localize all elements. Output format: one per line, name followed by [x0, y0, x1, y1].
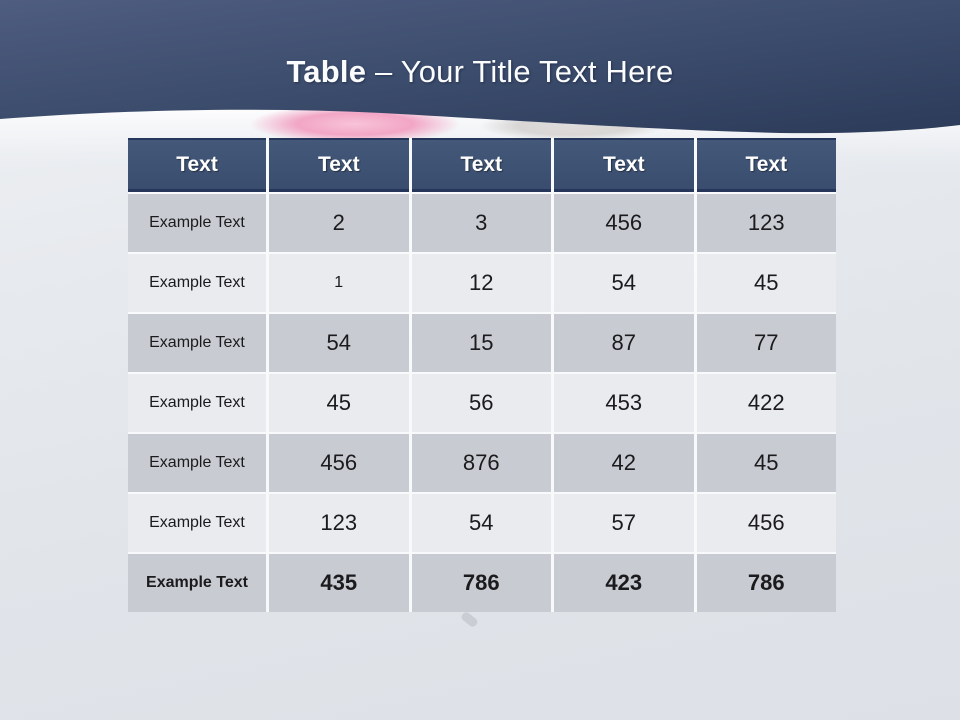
photo-speck [460, 611, 479, 629]
value-cell: 876 [412, 434, 552, 492]
value-cell: 77 [697, 314, 837, 372]
value-cell: 87 [554, 314, 694, 372]
row-label-cell: Example Text [128, 494, 266, 552]
row-label-cell: Example Text [128, 314, 266, 372]
value-cell: 1 [269, 254, 409, 312]
row-label-cell: Example Text [128, 254, 266, 312]
value-cell: 45 [697, 254, 837, 312]
value-cell: 15 [412, 314, 552, 372]
title-keyword: Table [286, 54, 367, 89]
value-cell: 423 [554, 554, 694, 612]
row-label-cell: Example Text [128, 434, 266, 492]
table-header-cell: Text [128, 138, 266, 192]
value-cell: 56 [412, 374, 552, 432]
value-cell: 12 [412, 254, 552, 312]
value-cell: 435 [269, 554, 409, 612]
data-table [128, 138, 836, 612]
value-cell: 54 [269, 314, 409, 372]
table-header-cell: Text [554, 138, 694, 192]
page-title [0, 54, 960, 90]
value-cell: 453 [554, 374, 694, 432]
title-separator: – [374, 54, 393, 89]
value-cell: 45 [697, 434, 837, 492]
table-header-cell: Text [697, 138, 837, 192]
row-label-cell: Example Text [128, 374, 266, 432]
value-cell: 3 [412, 194, 552, 252]
value-cell: 456 [554, 194, 694, 252]
value-cell: 45 [269, 374, 409, 432]
title-rest: Your Title Text Here [400, 54, 674, 89]
value-cell: 2 [269, 194, 409, 252]
value-cell: 57 [554, 494, 694, 552]
value-cell: 786 [697, 554, 837, 612]
value-cell: 42 [554, 434, 694, 492]
value-cell: 123 [269, 494, 409, 552]
value-cell: 54 [554, 254, 694, 312]
value-cell: 456 [269, 434, 409, 492]
value-cell: 123 [697, 194, 837, 252]
table-header-cell: Text [412, 138, 552, 192]
row-label-cell: Example Text [128, 554, 266, 612]
row-label-cell: Example Text [128, 194, 266, 252]
table-header-cell: Text [269, 138, 409, 192]
value-cell: 54 [412, 494, 552, 552]
value-cell: 456 [697, 494, 837, 552]
value-cell: 786 [412, 554, 552, 612]
value-cell: 422 [697, 374, 837, 432]
